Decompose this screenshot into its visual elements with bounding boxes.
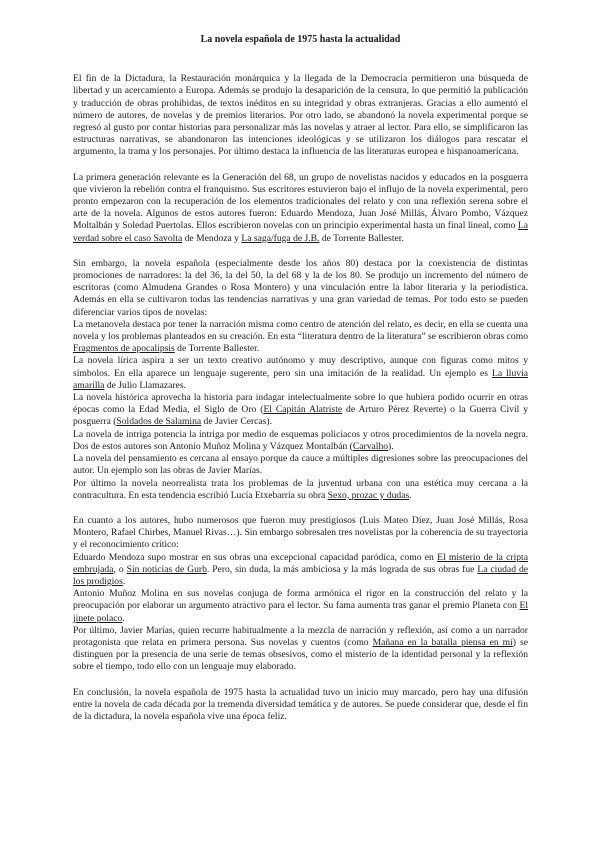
work-title: El misterio de la cripta embrujada bbox=[73, 551, 528, 575]
mendoza-text: Eduardo Mendoza supo mostrar en sus obras una excepcional capacidad paródica, como en bbox=[73, 551, 438, 563]
work-title: Sin noticias de Gurb bbox=[126, 563, 207, 575]
paragraph-intriga bbox=[73, 429, 528, 453]
work-title: Carvalho bbox=[352, 440, 389, 452]
paragraph-lirica bbox=[73, 355, 528, 392]
work-title: La lluvia amarilla bbox=[73, 367, 528, 391]
paragraph-marias bbox=[73, 625, 528, 674]
intriga-end: ). bbox=[388, 440, 394, 452]
paragraph-conclusion: En conclusión, la novela española de 1975 hasta la actualidad tuvo un inicio muy marcado, pero hay una difusión entre la novela de cada década por la tremenda diversidad temática y de autores. Se puede considerar que, desde el fin de la dictadura, la novela española vive una época feliz. bbox=[73, 686, 528, 722]
historica-text: La novela histórica aprovecha la historia para indagar intelectualmente sobre lo que hubiera podido ocurrir en otras épocas como la Edad Media, el Siglo de Oro ( bbox=[73, 392, 528, 416]
mendoza-mid2: . Pero, sin duda, la más ambiciosa y la más lograda de sus obras fue bbox=[206, 563, 478, 575]
molina-end: . bbox=[122, 612, 125, 624]
metanovela-end: de Torrente Ballester. bbox=[174, 343, 260, 355]
p2-text: La primera generación relevante es la Generación del 68, un grupo de novelistas nacidos y educados en la posguerra que vivieron la rebelión contra el franquismo. Sus escritores estuvieron bajo el influjo de la novela experimental, pero pronto empezaron con la recuperación de los elementos tradicionales del relato y con una reflexión serena sobre el arte de la novela. Algunos de estos autores fueron: Eduardo Mendoza, Juan José Millás, Álvaro Pombo, Vázquez Moltalbán y Soledad Puertolas. Ellos escribieron novelas con un principio experimental hasta un final lineal, como bbox=[73, 171, 528, 232]
work-title: El jinete polaco bbox=[73, 600, 528, 624]
mendoza-mid1: , o bbox=[113, 563, 127, 575]
work-title: La ciudad de los prodigios bbox=[73, 563, 528, 587]
work-title: El Capitán Alatriste bbox=[263, 404, 343, 416]
metanovela-text: La metanovela destaca por tener la narración misma como centro de atención del relato, es decir, en ella se cuenta una novela y los problemas planteados en su creación. En esta “literatura dentro de la literatura” se escribieron obras como bbox=[73, 318, 528, 343]
historica-mid: de Arturo Pérez Reverte) o la Guerra Civil y posguerra ( bbox=[73, 404, 529, 428]
marias-text: Por último, Javier Marías, quien recurre habitualmente a la mezcla de narración y reflexión, así como a un narrador protagonista que relata en primera persona. Sus novelas y cuentos (como bbox=[73, 624, 528, 648]
document-title: La novela española de 1975 hasta la actualidad bbox=[200, 34, 401, 45]
work-title: La saga/fuga de J.B. bbox=[241, 232, 320, 244]
molina-text: Antonio Muñoz Molina en sus novelas conjuga de forma armónica el rigor en la construcción del relato y la preocupación por elaborar un argumento atractivo para el lector. Su fama aumenta tras ganar el premio Planeta con bbox=[73, 588, 528, 612]
document-page bbox=[73, 34, 528, 723]
lirica-end: de Julio Llamazares. bbox=[104, 379, 186, 391]
p2-end: de Torrente Ballester. bbox=[319, 232, 404, 244]
paragraph-intro: El fin de la Dictadura, la Restauración monárquica y la llegada de la Democracia permitieron una búsqueda de libertad y un acercamiento a Europa. Además se produjo la desaparición de la censura, lo que permitió la publicación y traducción de obras prohibidas, de textos inéditos en su integridad y obras extranjeras. Gracias a ello aumentó el número de autores, de novelas y de premios literarios. Por otro lado, se abandonó la novela experimental porque se regresó al gusto por contar historias para personalizar más las novelas y atraer al lector. Para ello, se simplificaron las estructuras narrativas, se abandonaron las intenciones ideológicas y se utilizaron los diálogos para rescatar el argumento, la trama y los personajes. Por último destaca la influencia de las literaturas europea e hispanoamericana. bbox=[73, 73, 528, 158]
work-title: Sexo, prozac y dudas bbox=[327, 489, 410, 501]
paragraph-mendoza bbox=[73, 552, 528, 589]
paragraph-historica bbox=[73, 392, 528, 429]
neorrealista-end: . bbox=[409, 489, 412, 501]
work-title: La verdad sobre el caso Savolta bbox=[73, 220, 528, 244]
mendoza-end: . bbox=[122, 575, 126, 587]
lirica-text: La novela lírica aspira a ser un texto creativo autónomo y muy descriptivo, aunque con figuras como mitos y símbolos. En ella aparece un lenguaje sugerente, pero sin una imitación de la realidad. Un ejemplo es bbox=[73, 355, 528, 379]
paragraph-pensamiento: La novela del pensamiento es cercana al ensayo porque da cauce a múltiples digresiones sobre las preocupaciones del autor. Un ejemplo son las obras de Javier Marías. bbox=[73, 453, 528, 477]
historica-end: de Javier Cercas). bbox=[201, 416, 273, 428]
work-title: Mañana en la batalla piensa en mí bbox=[372, 636, 513, 648]
work-title: Soldados de Salamina bbox=[116, 416, 202, 428]
neorrealista-text: Por último la novela neorrealista trata los problemas de la juventud urbana con una estética muy cercana a la contracultura. En esta tendencia escribió Lucía Etxebarría su obra bbox=[73, 477, 528, 501]
work-title: Fragmentos de apocalipsis bbox=[73, 343, 175, 355]
paragraph-molina bbox=[73, 588, 528, 625]
paragraph-tipos-novela: Sin embargo, la novela española (especialmente desde los años 80) destaca por la coexistencia de distintas promociones de narradores: la del 36, la del 50, la del 68 y la de los 80. Se produjo un incremento del número de escritoras (como Almudena Grandes o Rosa Montero) y una vinculación entre la labor literaria y la periodística. Además en ella se cultivaron todas las tendencias narrativas y una gran variedad de temas. Por todo esto se pueden diferenciar varios tipos de novelas: bbox=[73, 257, 528, 318]
paragraph-generacion-68 bbox=[73, 172, 528, 245]
paragraph-metanovela bbox=[73, 319, 528, 356]
marias-end: ) se distinguen por la presencia de una serie de temas obsesivos, como el misterio de la identidad personal y la reflexión sobre el tiempo, todo ello con un lenguaje muy elaborado. bbox=[73, 636, 528, 673]
intriga-text: La novela de intriga potencia la intriga por medio de esquemas policiacos y otros procedimientos de la novela negra. Dos de estos autores son Antonio Muñoz Molina y Vázquez Montalbán ( bbox=[73, 428, 528, 452]
paragraph-neorrealista bbox=[73, 478, 528, 502]
paragraph-autores: En cuanto a los autores, hubo numerosos que fueron muy prestigiosos (Luis Mateo Díez, Juan José Millás, Rosa Montero, Rafael Chirbes, Manuel Rivas…). Sin embargo sobresalen tres novelistas por la coherencia de su trayectoria y el reconocimiento crítico: bbox=[73, 514, 528, 551]
p2-mid: de Mendoza y bbox=[182, 232, 242, 244]
